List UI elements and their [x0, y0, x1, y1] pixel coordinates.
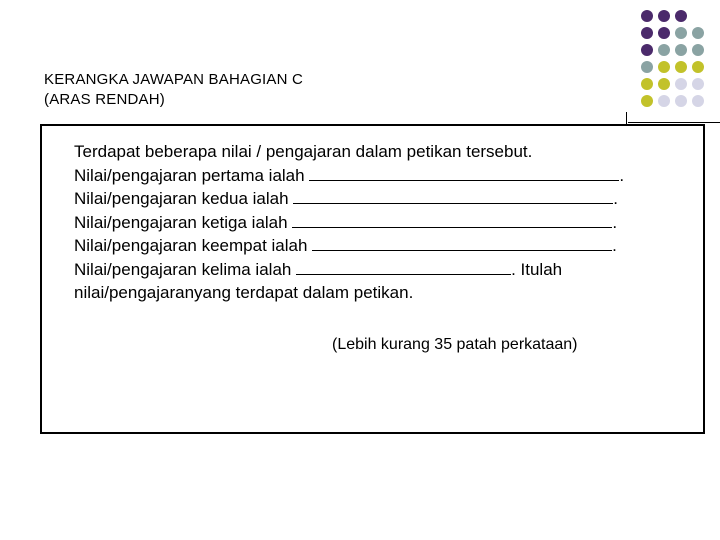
- answer-template: [74, 140, 674, 305]
- decorative-dot: [692, 95, 704, 107]
- answer-blank-4[interactable]: [312, 235, 612, 251]
- value-label-3: Nilai/pengajaran ketiga ialah: [74, 212, 293, 232]
- line-end-2: .: [613, 189, 618, 208]
- decorative-dot: [675, 61, 687, 73]
- decorative-dot: [658, 10, 670, 22]
- decorative-dot: [675, 44, 687, 56]
- decorative-dot: [641, 27, 653, 39]
- title-line-1: KERANGKA JAWAPAN BAHAGIAN C: [44, 71, 304, 88]
- answer-blank-3[interactable]: [292, 212, 612, 228]
- answer-blank-2[interactable]: [293, 188, 613, 204]
- line-end-3: .: [612, 212, 618, 232]
- decorative-dot: [675, 95, 687, 107]
- decorative-dot: [641, 61, 653, 73]
- decorative-dot: [692, 78, 704, 90]
- line-end-1: .: [619, 165, 625, 185]
- decorative-dot: [658, 78, 670, 90]
- decorative-dot: [692, 27, 704, 39]
- decorative-dot: [641, 78, 653, 90]
- value-label-4: Nilai/pengajaran keempat ialah: [74, 236, 313, 255]
- decorative-dot: [658, 61, 670, 73]
- answer-blank-5[interactable]: [296, 259, 511, 275]
- decorative-dot: [675, 27, 687, 39]
- closing-text: nilai/pengajaranyang terdapat dalam petikan.: [74, 283, 414, 302]
- title-line-2: (ARAS RENDAH): [44, 91, 165, 108]
- value-line-2: [74, 187, 674, 211]
- decorative-dot-grid: [640, 10, 720, 120]
- decorative-dot: [658, 95, 670, 107]
- value-label-2: Nilai/pengajaran kedua ialah: [74, 189, 294, 208]
- decorative-dot: [641, 44, 653, 56]
- value-line-4: [74, 234, 674, 258]
- intro-text: Terdapat beberapa nilai / pengajaran dalam petikan tersebut.: [74, 142, 533, 161]
- value-label-1: Nilai/pengajaran pertama ialah: [74, 165, 310, 185]
- value-line-5: [74, 258, 674, 282]
- decorative-dot: [692, 61, 704, 73]
- decorative-dot: [658, 27, 670, 39]
- closing-line: [74, 281, 674, 305]
- divider-vertical: [626, 112, 627, 124]
- decorative-dot: [675, 78, 687, 90]
- decorative-dot: [641, 95, 653, 107]
- page-title: [44, 70, 303, 110]
- intro-line: [74, 140, 674, 164]
- value-line-3: [74, 211, 674, 235]
- decorative-dot: [675, 10, 687, 22]
- divider-horizontal: [628, 122, 720, 123]
- decorative-dot: [692, 44, 704, 56]
- line-end-5: . Itulah: [511, 259, 563, 279]
- decorative-dot: [658, 44, 670, 56]
- decorative-dot: [641, 10, 653, 22]
- line-end-4: .: [612, 236, 617, 255]
- answer-blank-1[interactable]: [309, 165, 619, 181]
- word-limit-note: (Lebih kurang 35 patah perkataan): [332, 336, 578, 353]
- value-line-1: [74, 164, 674, 188]
- value-label-5: Nilai/pengajaran kelima ialah: [74, 259, 297, 279]
